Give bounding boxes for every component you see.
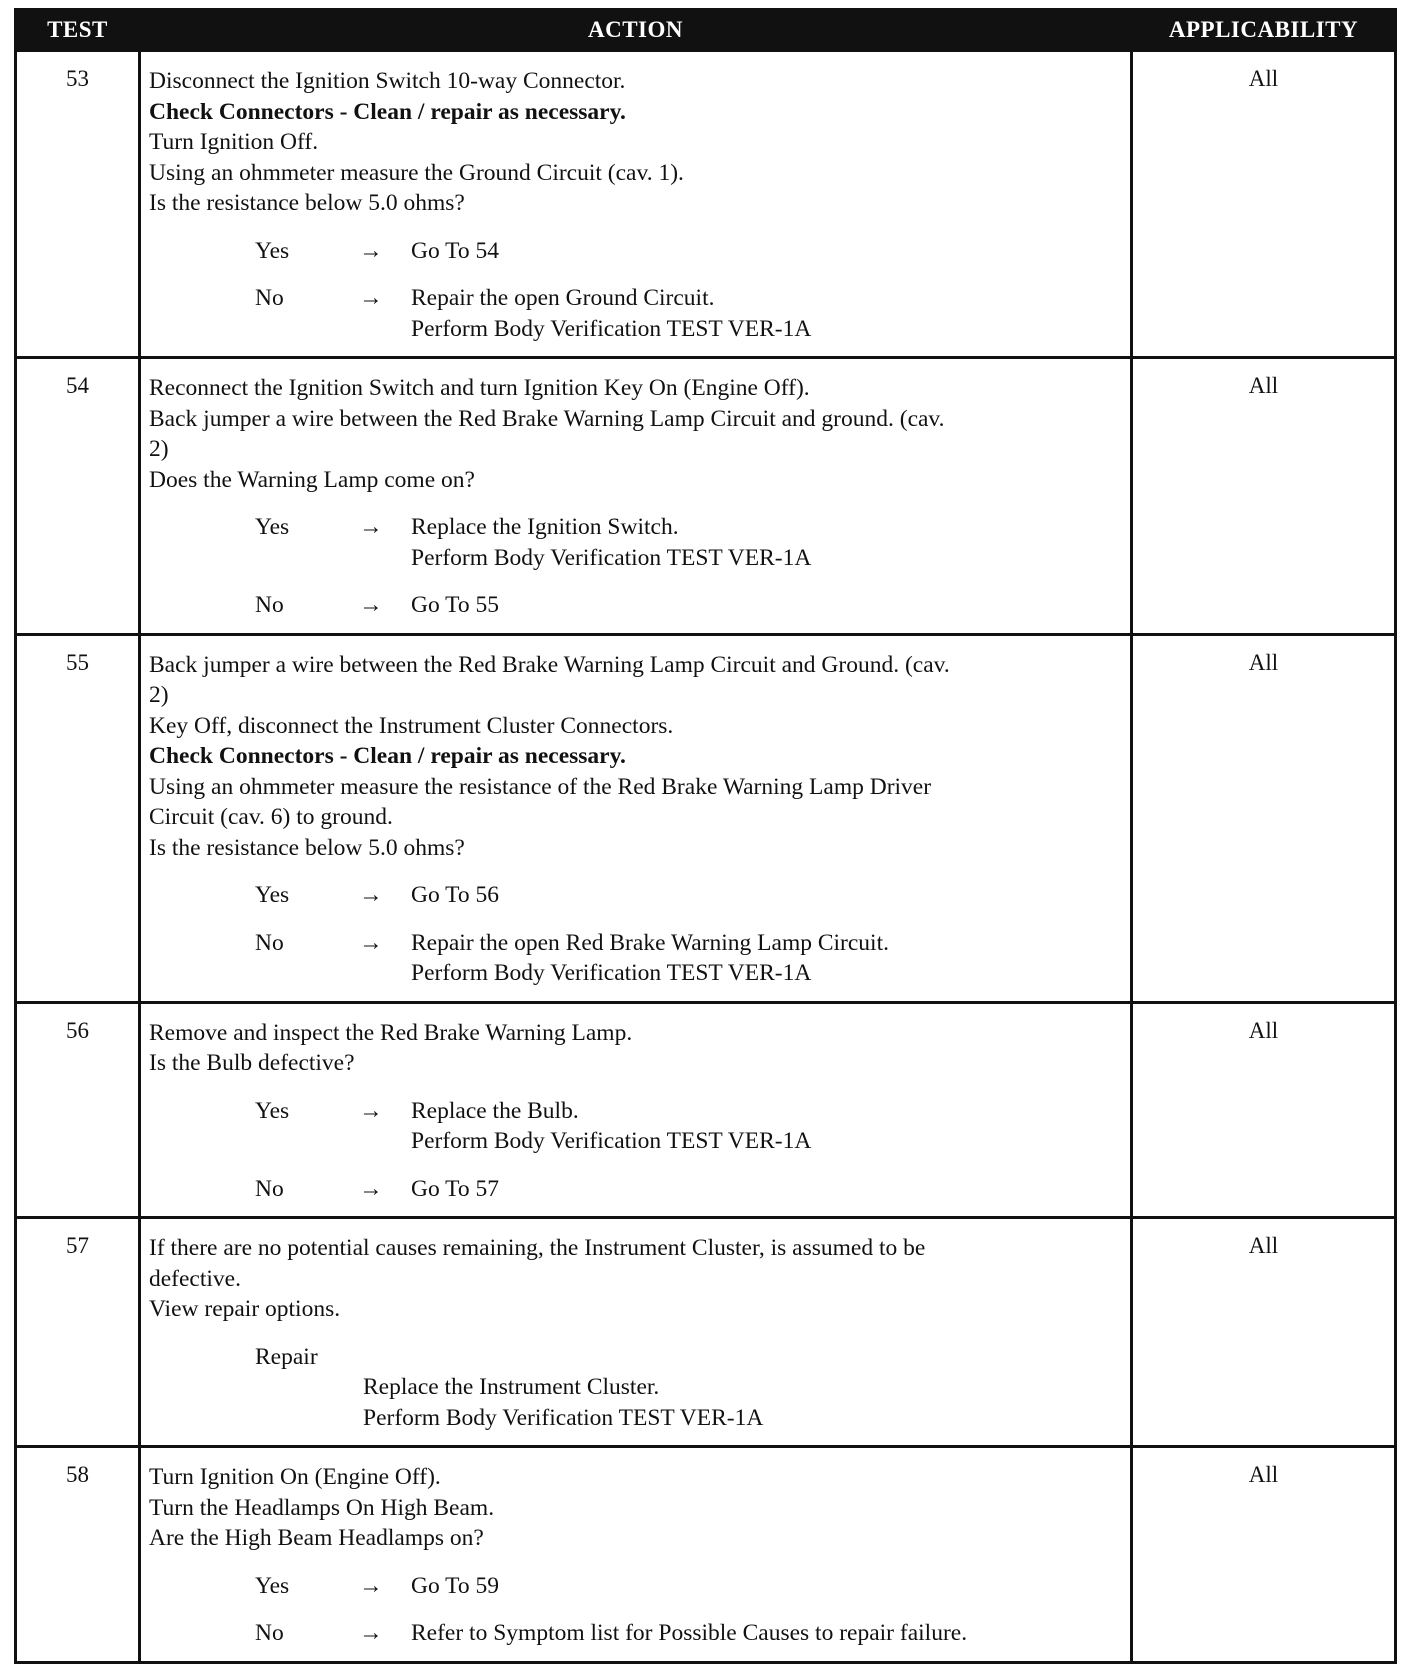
no-result: Refer to Symptom list for Possible Causes to repair failure.: [411, 1620, 968, 1646]
action-line: 2): [149, 682, 169, 708]
action-line: Are the High Beam Headlamps on?: [149, 1525, 484, 1551]
yes-result: Go To 56: [411, 882, 500, 908]
yes-outcome: [149, 880, 1122, 911]
action-line: Using an ohmmeter measure the resistance of the Red Brake Warning Lamp Driver: [149, 773, 932, 800]
applicability-cell: All: [1132, 1447, 1396, 1663]
no-outcome: [149, 1174, 1122, 1205]
action-line: Back jumper a wire between the Red Brake Warning Lamp Circuit and Ground. (cav.: [149, 651, 950, 678]
no-result: Perform Body Verification TEST VER-1A: [411, 315, 812, 342]
yes-result: Go To 59: [411, 1572, 500, 1599]
no-result: Repair the open Red Brake Warning Lamp Circuit.: [411, 929, 889, 956]
yes-outcome: [149, 236, 1122, 267]
diagnostic-test-table: [14, 8, 1394, 1664]
action-line: Key Off, disconnect the Instrument Cluster Connectors.: [149, 712, 674, 739]
no-label: No: [255, 592, 284, 618]
action-line-bold: Check Connectors - Clean / repair as necessary.: [149, 743, 626, 769]
action-line: View repair options.: [149, 1296, 341, 1322]
applicability-cell: All: [1132, 1218, 1396, 1447]
no-result: Perform Body Verification TEST VER-1A: [411, 960, 812, 986]
action-line: Is the Bulb defective?: [149, 1050, 355, 1076]
applicability-cell: All: [1132, 1002, 1396, 1218]
action-line: Remove and inspect the Red Brake Warning Lamp.: [149, 1019, 633, 1046]
arrow-icon: →: [359, 882, 383, 908]
action-line: Is the resistance below 5.0 ohms?: [149, 190, 465, 216]
yes-result: Perform Body Verification TEST VER-1A: [411, 1128, 812, 1154]
yes-result: Go To 54: [411, 237, 500, 264]
action-line: If there are no potential causes remaining, the Instrument Cluster, is assumed to be: [149, 1235, 926, 1261]
yes-result: Perform Body Verification TEST VER-1A: [411, 544, 812, 571]
no-result: Repair the open Ground Circuit.: [411, 285, 715, 311]
arrow-icon: →: [359, 1175, 383, 1202]
header-test: TEST: [16, 10, 140, 51]
header-row: [16, 10, 1396, 51]
action-cell: [140, 1002, 1132, 1218]
action-cell: [140, 1447, 1132, 1663]
arrow-icon: →: [359, 1572, 383, 1599]
test-number: 57: [16, 1218, 140, 1447]
no-outcome: [149, 928, 1122, 989]
test-row-57: [16, 1218, 1396, 1447]
yes-label: Yes: [255, 237, 290, 264]
arrow-icon: →: [359, 514, 383, 540]
action-line: Disconnect the Ignition Switch 10-way Connector.: [149, 68, 626, 94]
action-line: Using an ohmmeter measure the Ground Circuit (cav. 1).: [149, 159, 684, 186]
action-line: Reconnect the Ignition Switch and turn Ignition Key On (Engine Off).: [149, 375, 810, 401]
arrow-icon: →: [359, 1097, 383, 1124]
test-number: 56: [16, 1002, 140, 1218]
yes-result: Replace the Bulb.: [411, 1097, 579, 1124]
action-line-bold: Check Connectors - Clean / repair as necessary.: [149, 98, 626, 125]
arrow-icon: →: [359, 592, 383, 618]
applicability-cell: All: [1132, 358, 1396, 635]
action-line: Turn Ignition Off.: [149, 129, 319, 155]
arrow-icon: →: [359, 237, 383, 264]
action-line: defective.: [149, 1265, 241, 1292]
action-cell: [140, 1218, 1132, 1447]
applicability-cell: All: [1132, 51, 1396, 358]
yes-label: Yes: [255, 1097, 290, 1124]
action-cell: [140, 634, 1132, 1002]
yes-label: Yes: [255, 882, 290, 908]
no-result: Go To 57: [411, 1175, 500, 1202]
action-cell: [140, 358, 1132, 635]
action-line: Turn Ignition On (Engine Off).: [149, 1464, 441, 1490]
action-line: Turn the Headlamps On High Beam.: [149, 1494, 495, 1521]
header-action: ACTION: [140, 10, 1132, 51]
test-row-54: [16, 358, 1396, 635]
no-result: Go To 55: [411, 592, 500, 618]
test-number: 53: [16, 51, 140, 358]
header-applicability: APPLICABILITY: [1132, 10, 1396, 51]
test-number: 55: [16, 634, 140, 1002]
repair-label: Repair: [255, 1343, 318, 1370]
test-number: 54: [16, 358, 140, 635]
arrow-icon: →: [359, 929, 383, 956]
repair-options: [149, 1342, 1122, 1434]
no-outcome: [149, 590, 1122, 621]
test-table: [14, 8, 1397, 1664]
no-label: No: [255, 1175, 284, 1202]
no-label: No: [255, 929, 284, 956]
applicability-cell: All: [1132, 634, 1396, 1002]
yes-outcome: [149, 1571, 1122, 1602]
yes-result: Replace the Ignition Switch.: [411, 514, 679, 540]
no-label: No: [255, 285, 284, 311]
repair-result: Perform Body Verification TEST VER-1A: [363, 1404, 764, 1431]
test-row-53: [16, 51, 1396, 358]
action-cell: [140, 51, 1132, 358]
action-line: Back jumper a wire between the Red Brake Warning Lamp Circuit and ground. (cav.: [149, 405, 945, 432]
no-outcome: [149, 283, 1122, 344]
test-row-56: [16, 1002, 1396, 1218]
action-line: Does the Warning Lamp come on?: [149, 466, 475, 493]
repair-result: Replace the Instrument Cluster.: [363, 1374, 660, 1400]
yes-label: Yes: [255, 514, 290, 540]
arrow-icon: →: [359, 1620, 383, 1646]
test-row-55: [16, 634, 1396, 1002]
test-row-58: [16, 1447, 1396, 1663]
no-label: No: [255, 1620, 284, 1646]
action-line: Circuit (cav. 6) to ground.: [149, 804, 393, 830]
action-line: 2): [149, 436, 169, 462]
yes-label: Yes: [255, 1572, 290, 1599]
yes-outcome: [149, 512, 1122, 573]
test-number: 58: [16, 1447, 140, 1663]
yes-outcome: [149, 1096, 1122, 1157]
arrow-icon: →: [359, 285, 383, 311]
action-line: Is the resistance below 5.0 ohms?: [149, 834, 465, 861]
